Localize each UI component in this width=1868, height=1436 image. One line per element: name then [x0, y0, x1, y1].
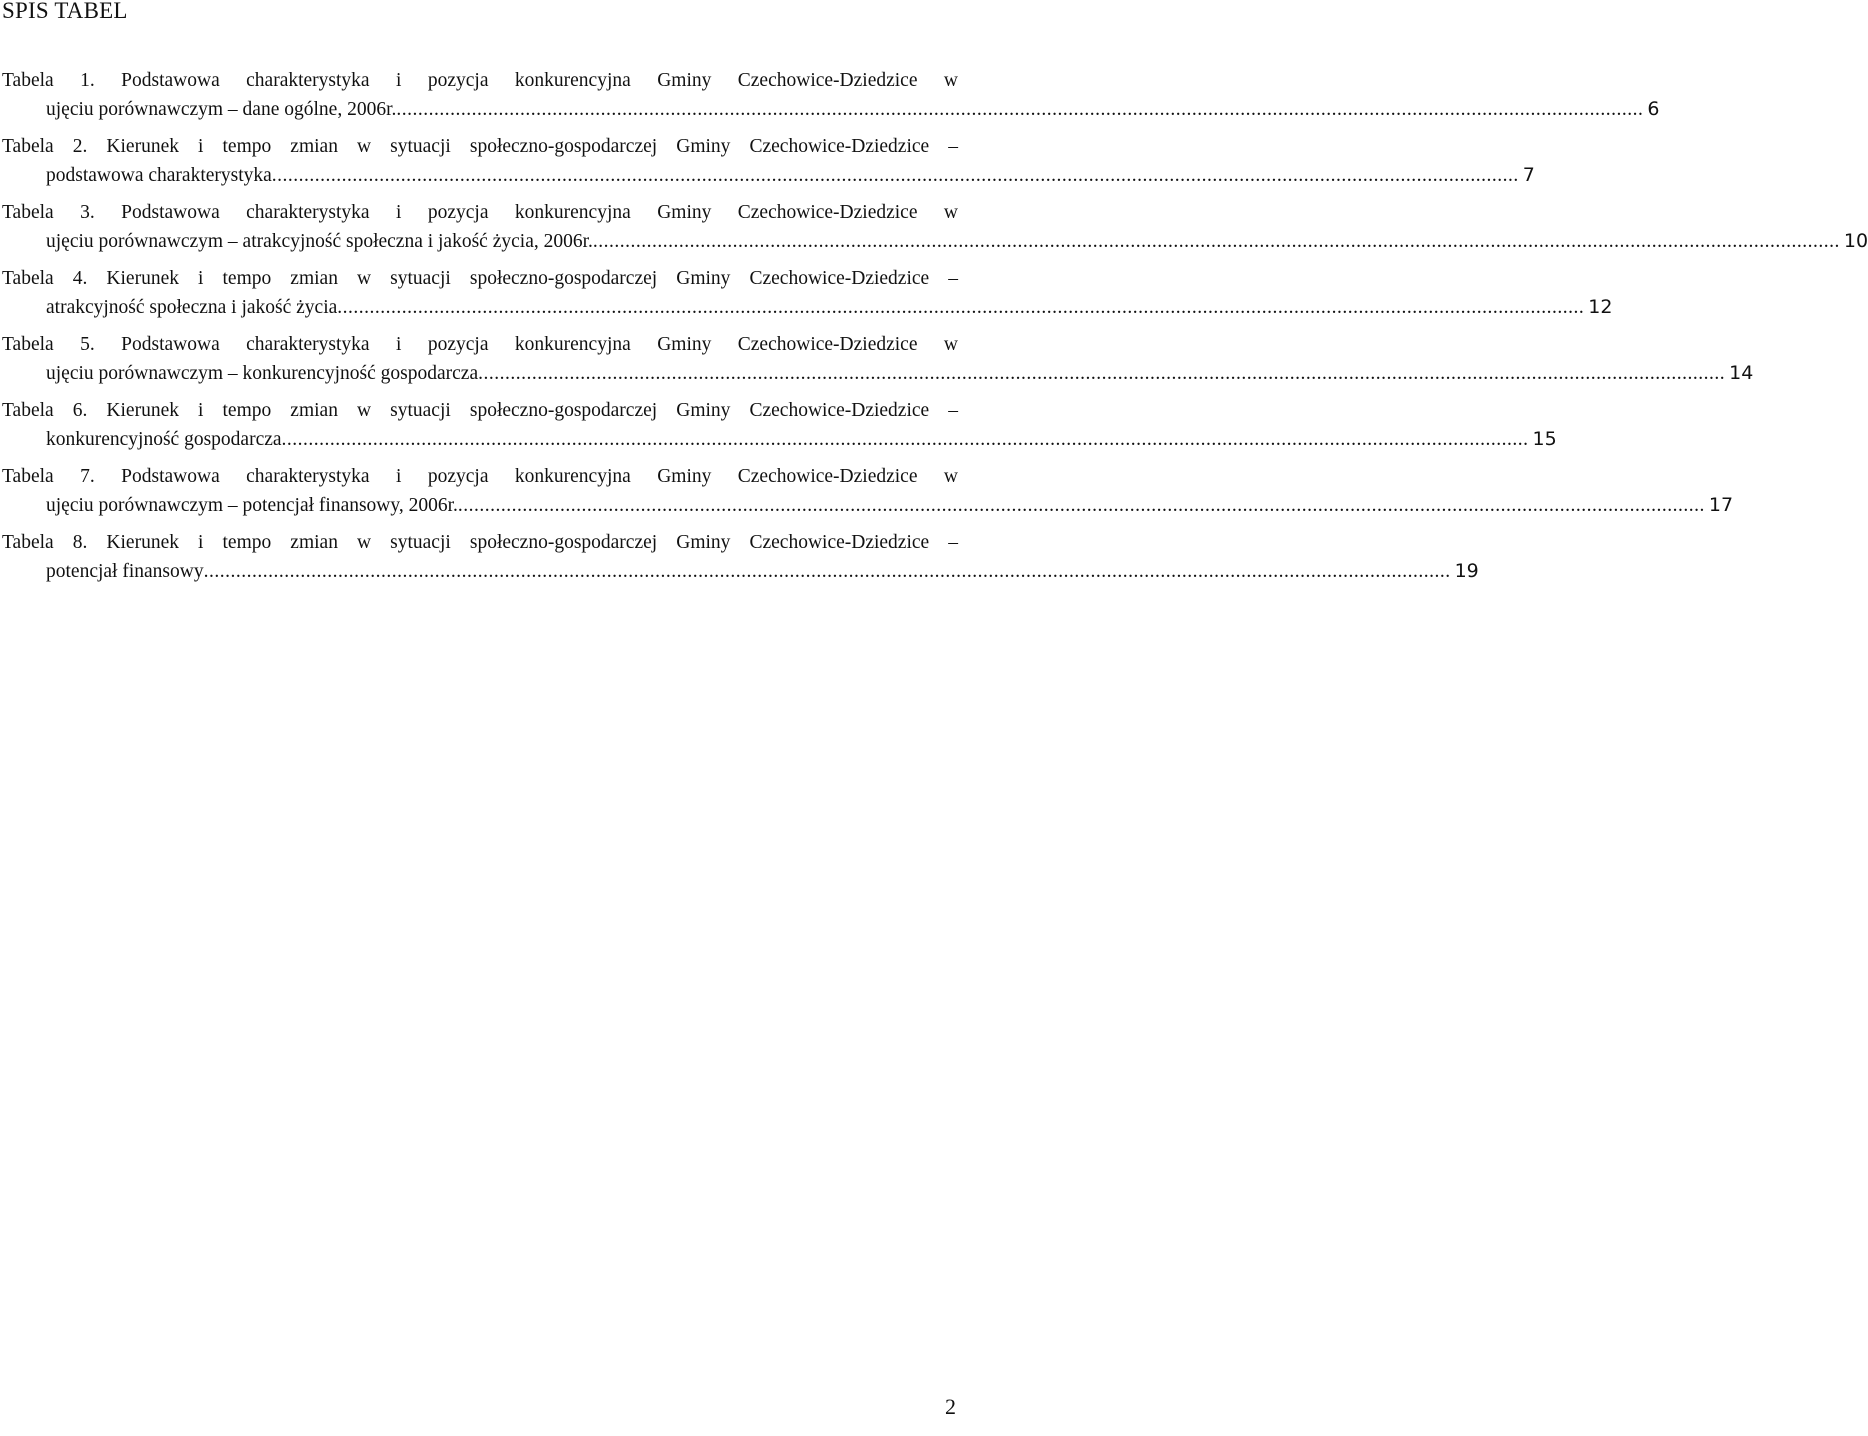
- toc-entry-title: Tabela 2. Kierunek i tempo zmian w sytuacji społeczno-gospodarczej Gminy Czechowice-Dziedzice –: [2, 136, 958, 157]
- dot-leader: ........................................................................................................................................................................................................................................: [592, 231, 1840, 252]
- toc-page-number[interactable]: 14: [1729, 362, 1754, 384]
- toc-entry-continuation: [0, 425, 1557, 454]
- toc-entry-continuation: [0, 491, 1734, 520]
- toc-entry-tabela-8[interactable]: [0, 528, 1479, 586]
- toc-entry-title: Tabela 6. Kierunek i tempo zmian w sytuacji społeczno-gospodarczej Gminy Czechowice-Dziedzice –: [2, 400, 958, 421]
- toc-entry-continuation: [0, 293, 1613, 322]
- toc-entry-tabela-7[interactable]: [0, 462, 1734, 520]
- toc-entry-title-continued: ujęciu porównawczym – potencjał finansowy, 2006r.: [46, 495, 458, 516]
- toc-page-number[interactable]: 15: [1532, 428, 1557, 450]
- toc-page-number[interactable]: 19: [1454, 560, 1479, 582]
- toc-entry-title: Tabela 1. Podstawowa charakterystyka i pozycja konkurencyjna Gminy Czechowice-Dziedzice w: [2, 70, 958, 91]
- toc-entry-title-continued: podstawowa charakterystyka: [46, 165, 272, 186]
- toc-entry-title: Tabela 7. Podstawowa charakterystyka i pozycja konkurencyjna Gminy Czechowice-Dziedzice w: [2, 466, 958, 487]
- toc-entry-continuation: [0, 161, 1535, 190]
- toc-page-number[interactable]: 7: [1522, 164, 1535, 186]
- toc-entry-tabela-2[interactable]: [0, 132, 1535, 190]
- toc-entry-tabela-6[interactable]: [0, 396, 1557, 454]
- toc-entry-title-continued: atrakcyjność społeczna i jakość życia: [46, 297, 338, 318]
- toc-entry-title-continued: konkurencyjność gospodarcza: [46, 429, 282, 450]
- toc-entry-continuation: [0, 557, 1479, 586]
- dot-leader: ........................................................................................................................................................................................................................................: [281, 429, 1529, 450]
- toc-entry-title: Tabela 8. Kierunek i tempo zmian w sytuacji społeczno-gospodarczej Gminy Czechowice-Dziedzice –: [2, 532, 958, 553]
- toc-entry-tabela-3[interactable]: [0, 198, 1868, 256]
- toc-entry-title: Tabela 3. Podstawowa charakterystyka i pozycja konkurencyjna Gminy Czechowice-Dziedzice w: [2, 202, 958, 223]
- toc-page-number[interactable]: 17: [1708, 494, 1734, 516]
- toc-entry-continuation: [0, 227, 1868, 256]
- toc-entry-tabela-4[interactable]: [0, 264, 1613, 322]
- toc-entry-continuation: [0, 95, 1660, 124]
- dot-leader: ........................................................................................................................................................................................................................................: [271, 165, 1519, 186]
- dot-leader: ........................................................................................................................................................................................................................................: [396, 99, 1644, 120]
- dot-leader: ........................................................................................................................................................................................................................................: [457, 495, 1705, 516]
- dot-leader: ........................................................................................................................................................................................................................................: [337, 297, 1585, 318]
- dot-leader: ........................................................................................................................................................................................................................................: [478, 363, 1726, 384]
- toc-entry-title-continued: ujęciu porównawczym – atrakcyjność społeczna i jakość życia, 2006r.: [46, 231, 593, 252]
- toc-entry-tabela-1[interactable]: [0, 66, 1660, 124]
- toc-entry-title-continued: potencjał finansowy: [46, 561, 204, 582]
- table-of-contents: [0, 66, 1868, 594]
- page-number: 2: [945, 1394, 956, 1419]
- toc-entry-title: Tabela 5. Podstawowa charakterystyka i pozycja konkurencyjna Gminy Czechowice-Dziedzice w: [2, 334, 958, 355]
- toc-entry-continuation: [0, 359, 1754, 388]
- toc-entry-title-continued: ujęciu porównawczym – dane ogólne, 2006r.: [46, 99, 397, 120]
- dot-leader: ........................................................................................................................................................................................................................................: [203, 561, 1451, 582]
- toc-page-number[interactable]: 10: [1843, 230, 1868, 252]
- toc-entry-title: Tabela 4. Kierunek i tempo zmian w sytuacji społeczno-gospodarczej Gminy Czechowice-Dziedzice –: [2, 268, 958, 289]
- toc-page-number[interactable]: 12: [1588, 296, 1613, 318]
- page-title: SPIS TABEL: [2, 0, 128, 23]
- toc-entry-title-continued: ujęciu porównawczym – konkurencyjność gospodarcza: [46, 363, 479, 384]
- toc-page-number[interactable]: 6: [1647, 98, 1660, 120]
- toc-entry-tabela-5[interactable]: [0, 330, 1754, 388]
